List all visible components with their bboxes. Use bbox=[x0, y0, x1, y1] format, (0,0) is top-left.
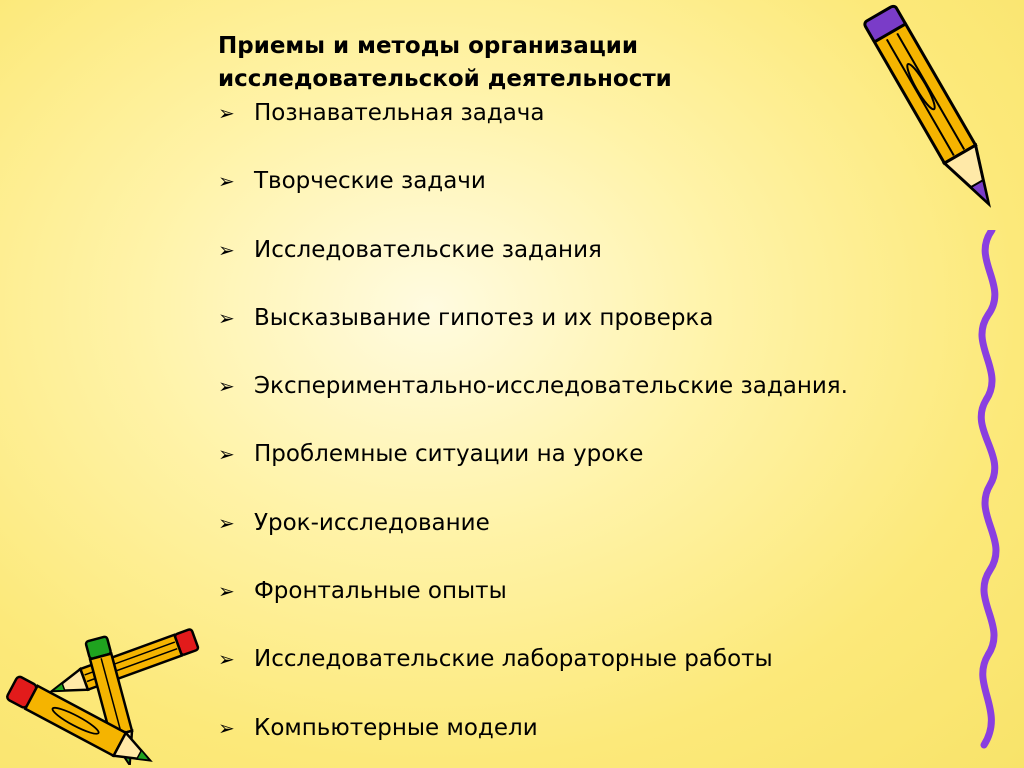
bullet-text: Исследовательские задания bbox=[254, 236, 602, 263]
pencil-clipart-icon bbox=[850, 0, 1020, 250]
bullet-text: Исследовательские лабораторные работы bbox=[254, 646, 773, 673]
bullet-item bbox=[218, 506, 848, 574]
arrow-bullet-icon: ➢ bbox=[218, 510, 235, 535]
bullet-item bbox=[218, 301, 848, 369]
bullet-item bbox=[218, 642, 848, 710]
bullet-item bbox=[218, 96, 848, 164]
bullet-text: Фронтальные опыты bbox=[254, 578, 507, 605]
bullet-text: Высказывание гипотез и их проверка bbox=[254, 304, 714, 331]
bullet-list bbox=[218, 96, 848, 768]
arrow-bullet-icon: ➢ bbox=[218, 442, 235, 467]
bullet-text: Проблемные ситуации на уроке bbox=[254, 441, 644, 468]
bullet-text: Познавательная задача bbox=[254, 100, 545, 126]
bullet-item bbox=[218, 711, 848, 768]
bullet-text: Урок-исследование bbox=[254, 509, 490, 536]
arrow-bullet-icon: ➢ bbox=[218, 715, 235, 740]
arrow-bullet-icon: ➢ bbox=[218, 647, 235, 672]
arrow-bullet-icon: ➢ bbox=[218, 579, 235, 604]
bullet-text: Компьютерные модели bbox=[254, 714, 538, 741]
title-line-2: исследовательской деятельности bbox=[218, 66, 672, 92]
arrow-bullet-icon: ➢ bbox=[218, 374, 235, 399]
slide-title bbox=[218, 30, 778, 96]
arrow-bullet-icon: ➢ bbox=[218, 305, 235, 330]
arrow-bullet-icon: ➢ bbox=[218, 169, 235, 194]
bullet-item bbox=[218, 233, 848, 301]
bullet-item bbox=[218, 574, 848, 642]
title-line-1: Приемы и методы организации bbox=[218, 33, 639, 59]
arrow-bullet-icon: ➢ bbox=[218, 101, 235, 125]
squiggle-line-decoration bbox=[960, 230, 1024, 750]
bullet-text: Экспериментально-исследовательские задания. bbox=[254, 373, 848, 400]
bullet-text: Творческие задачи bbox=[254, 168, 486, 195]
arrow-bullet-icon: ➢ bbox=[218, 237, 235, 262]
bullet-item bbox=[218, 437, 848, 505]
bullet-item bbox=[218, 164, 848, 232]
bullet-item bbox=[218, 369, 848, 437]
crossed-pencils-clipart-icon bbox=[0, 615, 215, 765]
